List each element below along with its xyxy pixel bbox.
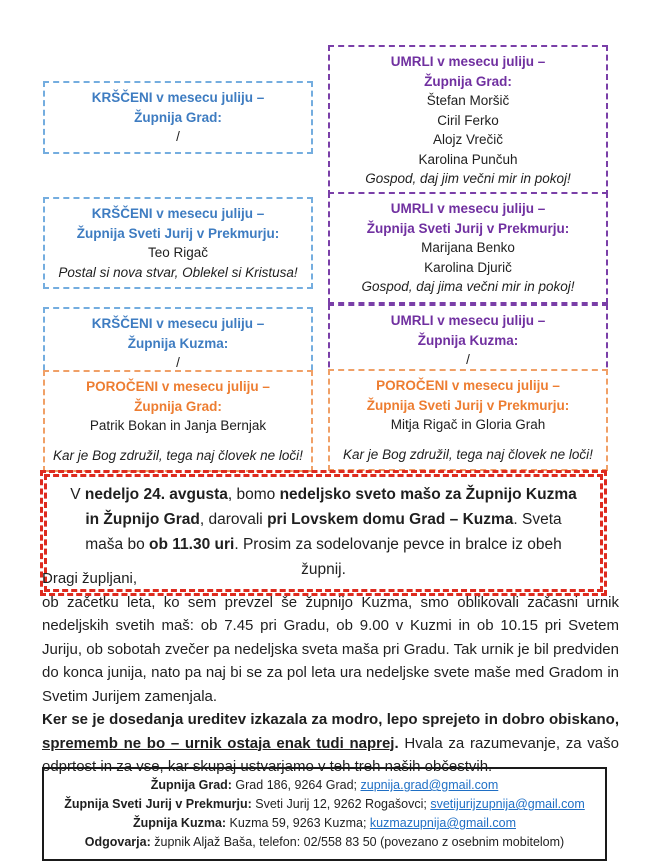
contact-line bbox=[50, 795, 599, 814]
deceased-name: Štefan Moršič bbox=[426, 93, 510, 108]
deceased-kuzma-box bbox=[328, 304, 608, 377]
parish-label: Župnija Grad: bbox=[150, 778, 232, 792]
parish-label: Župnija Kuzma: bbox=[133, 816, 227, 830]
deceased-grad-box bbox=[328, 45, 608, 196]
box-quote: Gospod, daj jima večni mir in pokoj! bbox=[361, 279, 575, 294]
married-couple: Patrik Bokan in Janja Bernjak bbox=[89, 418, 267, 433]
responsible-text: župnik Aljaž Baša, telefon: 02/558 83 50 (povezano z osebnim mobitelom) bbox=[150, 835, 565, 849]
email-link[interactable]: kuzmazupnija@gmail.com bbox=[369, 816, 516, 830]
letter-paragraph-1: ob začetku leta, ko sem prevzel še župnijo Kuzma, smo oblikovali začasni urnik nedeljskih svetih maš: ob 7.45 pri Gradu, ob 9.00 v Kuzmi in ob 10.15 pri Svetem Juriju, ob sobotah zvečer pa nedeljska sveta maša pri Gradu. Tak urnik je bil predviden do konca junija, nato pa naj bi se za pol leta ura nedeljske svete maše med Gradom in Svetim Jurijem zamenjala. bbox=[42, 593, 619, 705]
deceased-name: / bbox=[466, 352, 470, 367]
parish-contacts-box bbox=[42, 767, 607, 861]
box-title-line2: Župnija Grad: bbox=[424, 73, 512, 89]
baptized-name: / bbox=[176, 129, 180, 144]
box-title-line2: Župnija Kuzma: bbox=[127, 335, 229, 351]
deceased-name: Karolina Djurič bbox=[424, 259, 512, 275]
deceased-name: Ciril Ferko bbox=[437, 112, 499, 128]
box-title-line1: POROČENI v mesecu juliju – bbox=[86, 379, 270, 394]
deceased-name: Alojz Vrečič bbox=[432, 132, 504, 147]
announcement-segment: V bbox=[70, 486, 85, 503]
letter-regular-segment: Hvala za razumevanje, za vašo odprtost in za vse, kar skupaj ustvarjamo v teh treh naših občestvih. bbox=[42, 734, 619, 775]
email-link[interactable]: svetijurijzupnija@gmail.com bbox=[430, 797, 585, 811]
baptized-name: Teo Rigač bbox=[147, 245, 209, 260]
married-grad-box bbox=[43, 370, 313, 472]
parish-address: Grad 186, 9264 Grad; bbox=[231, 778, 361, 792]
box-title-line2: Župnija Grad: bbox=[134, 398, 222, 414]
box-title-line2: Župnija Sveti Jurij v Prekmurju: bbox=[76, 225, 280, 241]
box-title-line1: UMRLI v mesecu juliju – bbox=[390, 313, 546, 328]
box-title-line1: KRŠČENI v mesecu juliju – bbox=[91, 90, 265, 105]
box-title-line2: Župnija Kuzma: bbox=[417, 332, 519, 348]
baptized-grad-box bbox=[43, 81, 313, 154]
box-quote: Postal si nova stvar, Oblekel si Kristusa! bbox=[58, 264, 298, 280]
announcement-segment: ob 11.30 uri bbox=[149, 536, 235, 553]
letter-underlined-segment: sprememb ne bo – urnik ostaja enak tudi naprej bbox=[42, 734, 395, 752]
announcement-segment: . Prosim za sodelovanje pevce in bralce iz obeh župnij. bbox=[234, 536, 562, 578]
parish-address: Sveti Jurij 12, 9262 Rogašovci; bbox=[251, 797, 431, 811]
contact-line bbox=[50, 776, 599, 795]
announcement-segment: nedeljo 24. avgusta bbox=[84, 486, 228, 503]
married-couple: Mitja Rigač in Gloria Grah bbox=[390, 417, 546, 432]
box-title-line2: Župnija Grad: bbox=[134, 109, 222, 125]
box-quote: Kar je Bog združil, tega naj človek ne loči! bbox=[343, 446, 593, 462]
deceased-jurij-box bbox=[328, 192, 608, 304]
box-title-line1: UMRLI v mesecu juliju – bbox=[390, 201, 546, 216]
deceased-name: Marijana Benko bbox=[421, 240, 515, 255]
parish-address: Kuzma 59, 9263 Kuzma; bbox=[226, 816, 370, 830]
letter-bold-segment: . bbox=[394, 734, 399, 752]
announcement-segment: nedeljsko sveto mašo za Župnijo Kuzma in Župnijo Grad bbox=[85, 486, 577, 528]
box-title-line1: UMRLI v mesecu juliju – bbox=[390, 54, 546, 69]
responsible-label: Odgovarja: bbox=[84, 835, 151, 849]
baptized-jurij-box bbox=[43, 197, 313, 289]
box-title-line2: Župnija Sveti Jurij v Prekmurju: bbox=[366, 220, 570, 236]
contact-line bbox=[50, 814, 599, 833]
box-quote: Kar je Bog združil, tega naj človek ne loči! bbox=[53, 447, 303, 463]
baptized-name: / bbox=[176, 355, 180, 370]
box-title-line2: Župnija Sveti Jurij v Prekmurju: bbox=[366, 397, 570, 413]
pastor-letter bbox=[42, 567, 619, 779]
letter-bold-segment: Ker se je dosedanja ureditev izkazala za modro, lepo sprejeto in dobro obiskano, bbox=[42, 711, 619, 728]
announcement-segment: , darovali bbox=[199, 511, 268, 528]
email-link[interactable]: zupnija.grad@gmail.com bbox=[360, 778, 499, 792]
letter-greeting: Dragi župljani, bbox=[42, 570, 138, 587]
box-title-line1: KRŠČENI v mesecu juliju – bbox=[91, 206, 265, 221]
contact-line bbox=[50, 833, 599, 852]
deceased-name: Karolina Punčuh bbox=[418, 151, 518, 167]
baptized-kuzma-box bbox=[43, 307, 313, 380]
box-title-line1: POROČENI v mesecu juliju – bbox=[376, 378, 560, 393]
announcement-segment: . Sveta maša bo bbox=[85, 511, 562, 553]
parish-label: Župnija Sveti Jurij v Prekmurju: bbox=[64, 797, 252, 811]
box-quote: Gospod, daj jim večni mir in pokoj! bbox=[365, 171, 571, 186]
box-title-line1: KRŠČENI v mesecu juliju – bbox=[91, 316, 265, 331]
announcement-segment: pri Lovskem domu Grad – Kuzma bbox=[267, 511, 514, 528]
announcement-segment: , bomo bbox=[227, 486, 280, 503]
married-jurij-box bbox=[328, 369, 608, 471]
